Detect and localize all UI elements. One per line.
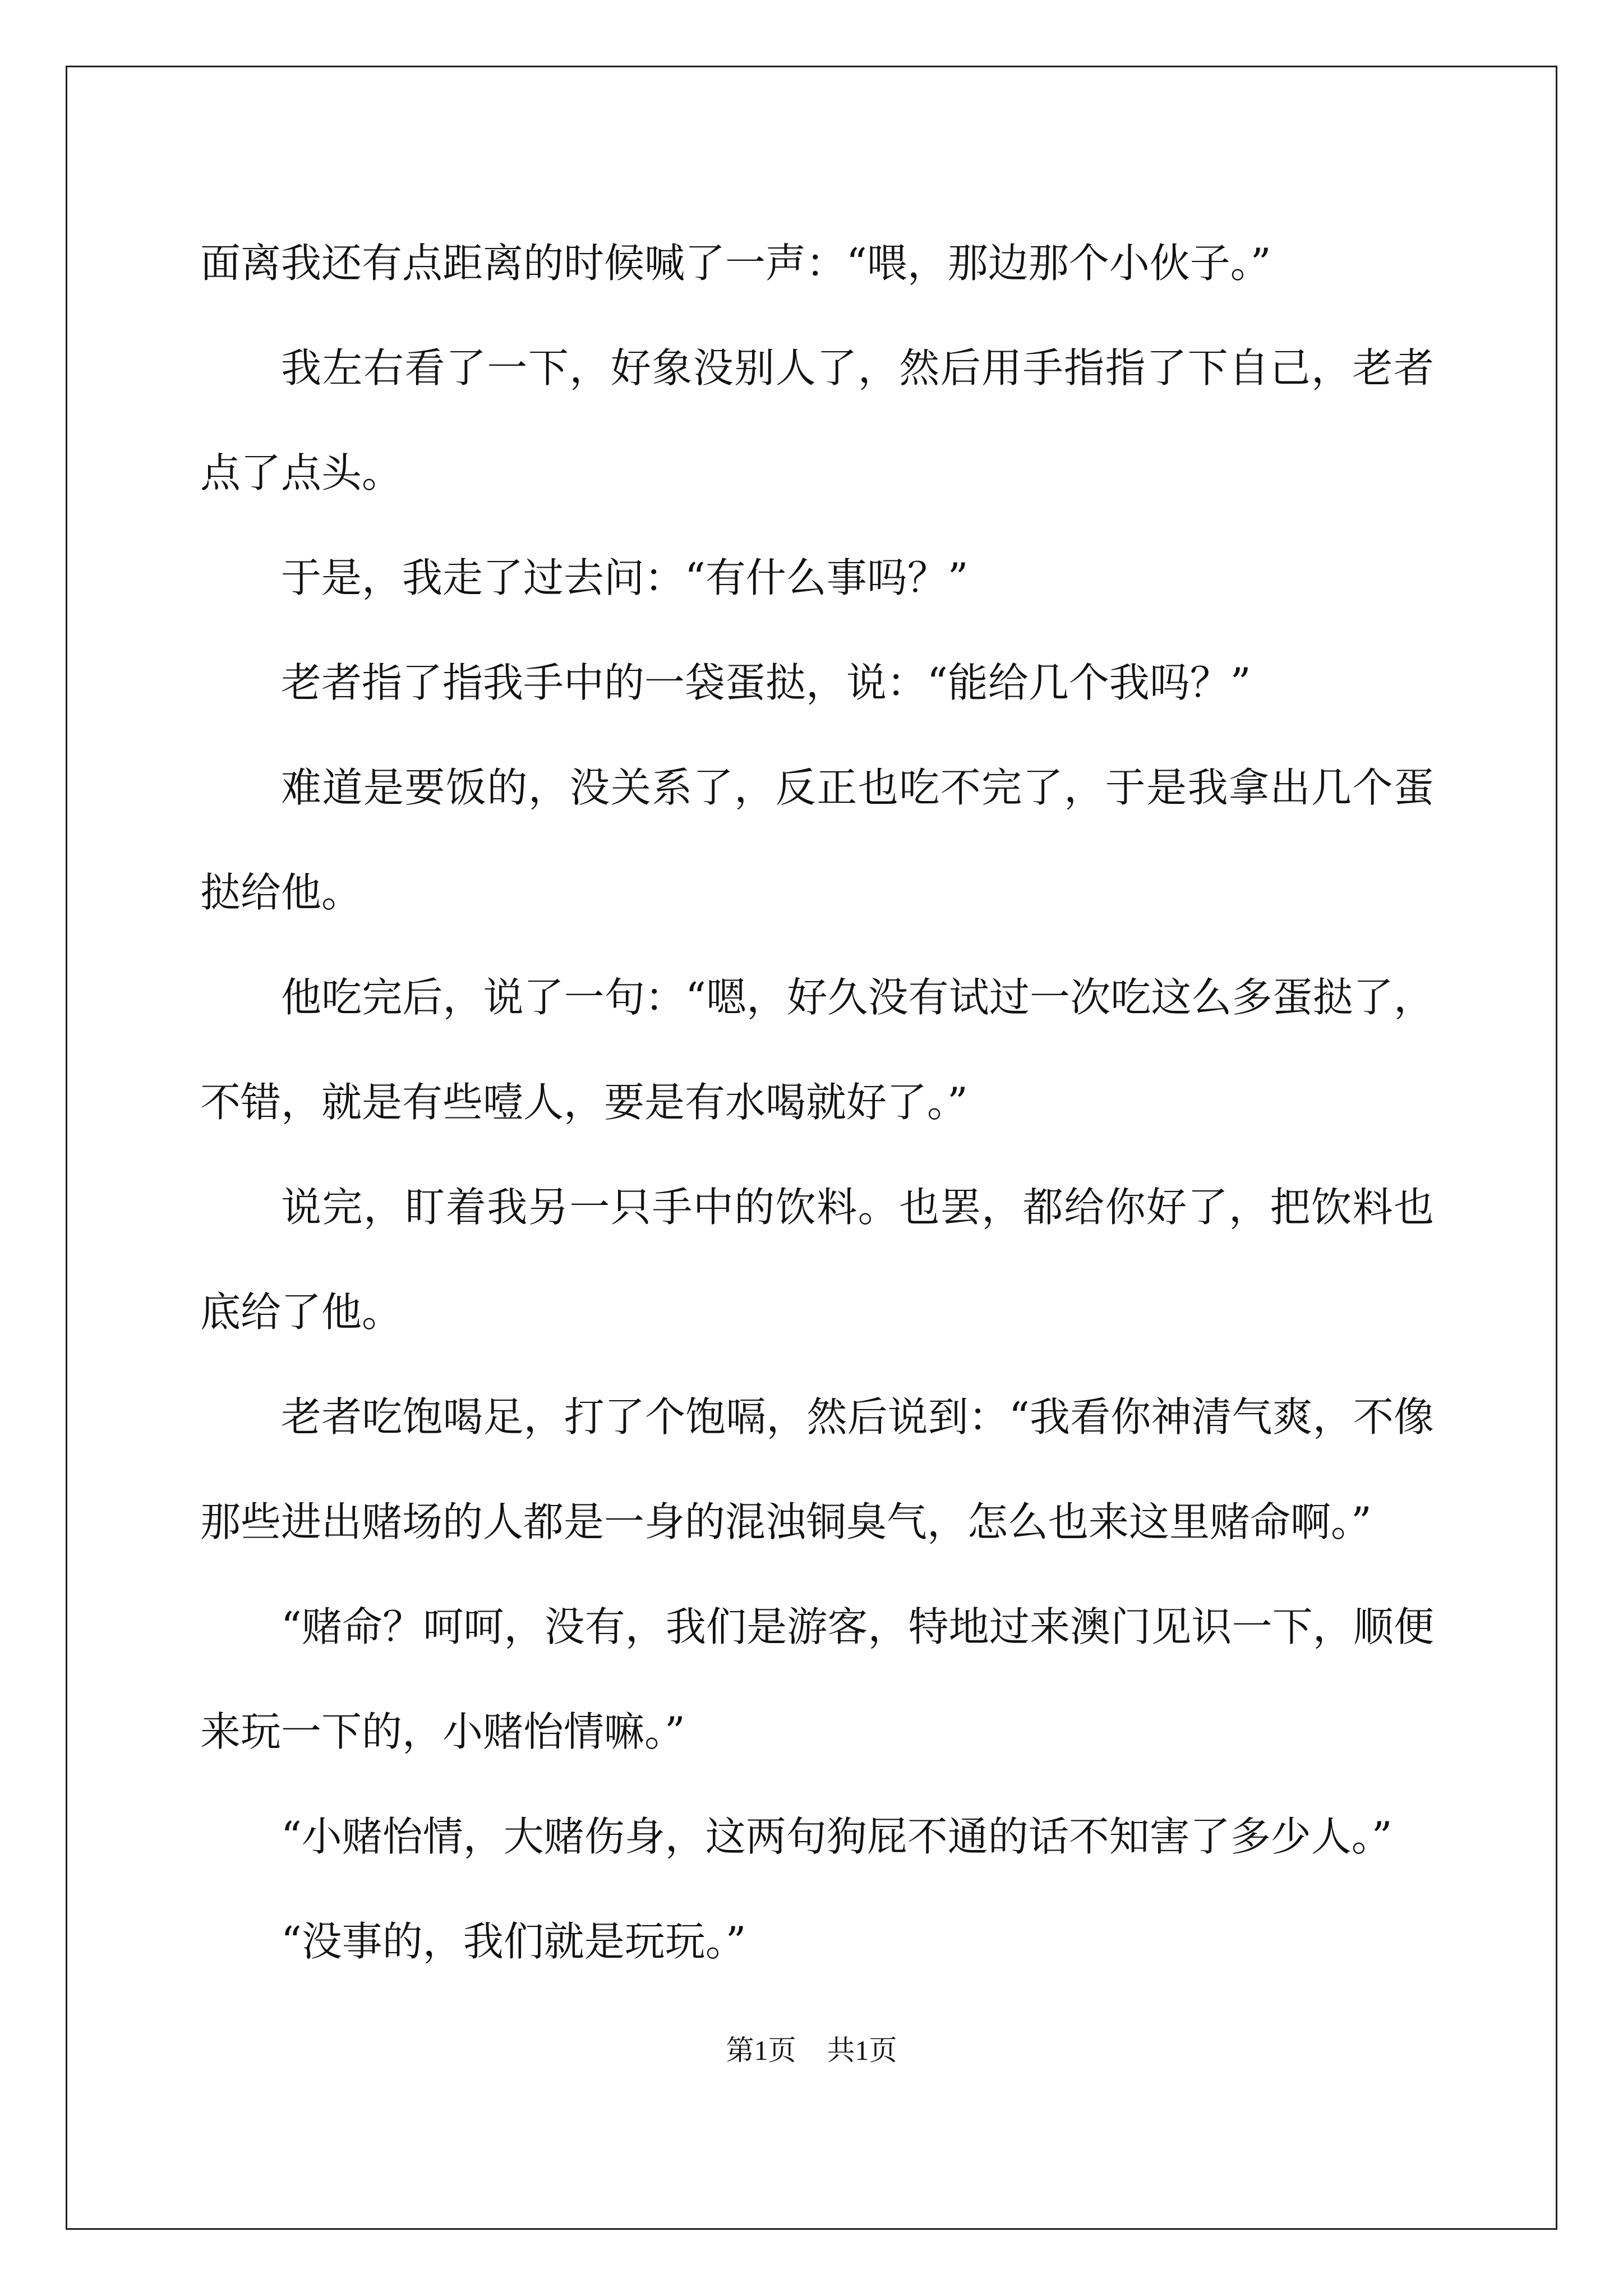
paragraph: “小赌怡情，大赌伤身，这两句狗屁不通的话不知害了多少人。” <box>281 1813 1393 1860</box>
paragraph: 老者吃饱喝足，打了个饱嗝，然后说到：“我看你神清气爽，不像那些进出赌场的人都是一身的混浊铜臭气，怎么也来这里赌命啊。” <box>200 1393 1434 1545</box>
paragraph: 老者指了指我手中的一袋蛋挞，说：“能给几个我吗？” <box>281 659 1251 706</box>
document-body <box>200 211 1434 1994</box>
paragraph: 于是，我走了过去问：“有什么事吗？” <box>281 554 969 601</box>
paragraph: 我左右看了一下，好象没别人了，然后用手指指了下自己，老者点了点头。 <box>200 344 1434 496</box>
paragraph: 面离我还有点距离的时候喊了一声：“喂，那边那个小伙子。” <box>200 240 1271 287</box>
page-number: 第1页 <box>726 2035 796 2066</box>
paragraph: “赌命？呵呵，没有，我们是游客，特地过来澳门见识一下，顺便来玩一下的，小赌怡情嘛。” <box>200 1603 1434 1755</box>
paragraph: 难道是要饭的，没关系了，反正也吃不完了，于是我拿出几个蛋挞给他。 <box>200 764 1434 916</box>
page-footer <box>0 2033 1623 2067</box>
paragraph: 他吃完后，说了一句：“嗯，好久没有试过一次吃这么多蛋挞了，不错，就是有些噎人，要是有水喝就好了。” <box>200 974 1434 1126</box>
paragraph: “没事的，我们就是玩玩。” <box>281 1918 746 1965</box>
paragraph: 说完，盯着我另一只手中的饮料。也罢，都给你好了，把饮料也底给了他。 <box>200 1184 1434 1336</box>
page-total: 共1页 <box>827 2035 897 2066</box>
